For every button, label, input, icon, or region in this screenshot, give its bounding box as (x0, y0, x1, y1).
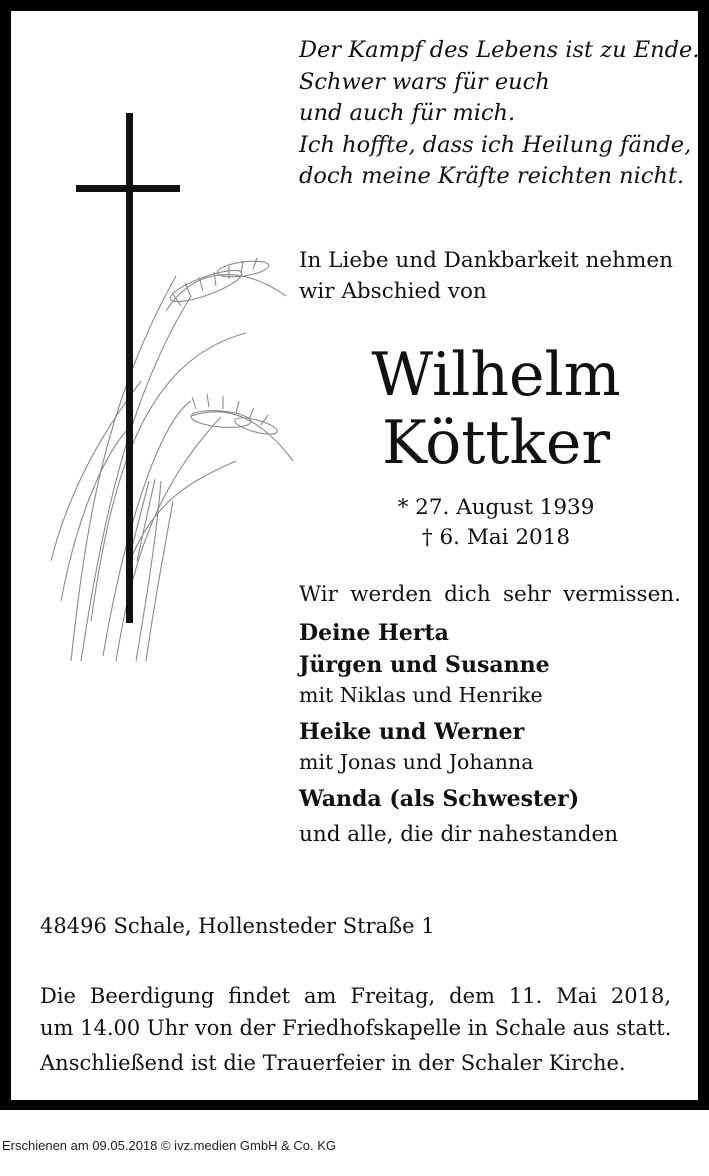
mourner-name: Jürgen und Susanne (299, 652, 550, 678)
intro-line: In Liebe und Dankbarkeit nehmen (299, 248, 673, 273)
poem (299, 35, 700, 193)
funeral-line: Die Beerdigung findet am Freitag, dem 11. Mai 2018, (40, 984, 671, 1008)
poem-line: Ich hoffte, dass ich Heilung fände, (299, 131, 692, 158)
intro-line: wir Abschied von (299, 279, 487, 304)
death-date: † 6. Mai 2018 (421, 525, 571, 550)
address: 48496 Schale, Hollensteder Straße 1 (40, 914, 435, 938)
deceased-name (299, 341, 693, 477)
closing-line: und alle, die dir nahestanden (299, 822, 619, 847)
miss-line: Wir werden dich sehr vermissen. (299, 582, 681, 607)
poem-line: Der Kampf des Lebens ist zu Ende. (299, 37, 700, 63)
mourner-children: mit Jonas und Johanna (299, 750, 534, 774)
mourner-children: mit Niklas und Henrike (299, 683, 543, 707)
mourner-name: Heike und Werner (299, 719, 525, 745)
funeral-info (40, 981, 671, 1080)
last-name: Köttker (381, 408, 611, 478)
mourner-name: Deine Herta (299, 620, 449, 646)
poem-line: doch meine Kräfte reichten nicht. (299, 163, 685, 190)
mourner-name: Wanda (als Schwester) (299, 786, 580, 812)
funeral-line: Anschließend ist die Trauerfeier in der Schaler Kirche. (40, 1051, 626, 1075)
poem-line: Schwer wars für euch (299, 68, 550, 95)
mourners-list (299, 617, 689, 850)
cross-with-wheat-icon (31, 101, 301, 681)
publication-footer: Erschienen am 09.05.2018 © ivz.medien GmbH & Co. KG (2, 1138, 337, 1153)
first-name: Wilhelm (371, 340, 621, 410)
funeral-line: um 14.00 Uhr von der Friedhofskapelle in Schale aus statt. (40, 1015, 672, 1040)
obituary-body (11, 11, 698, 1100)
life-dates (299, 493, 693, 553)
birth-date: * 27. August 1939 (397, 495, 595, 520)
farewell-intro (299, 245, 681, 307)
poem-line: und auch für mich. (299, 100, 516, 127)
